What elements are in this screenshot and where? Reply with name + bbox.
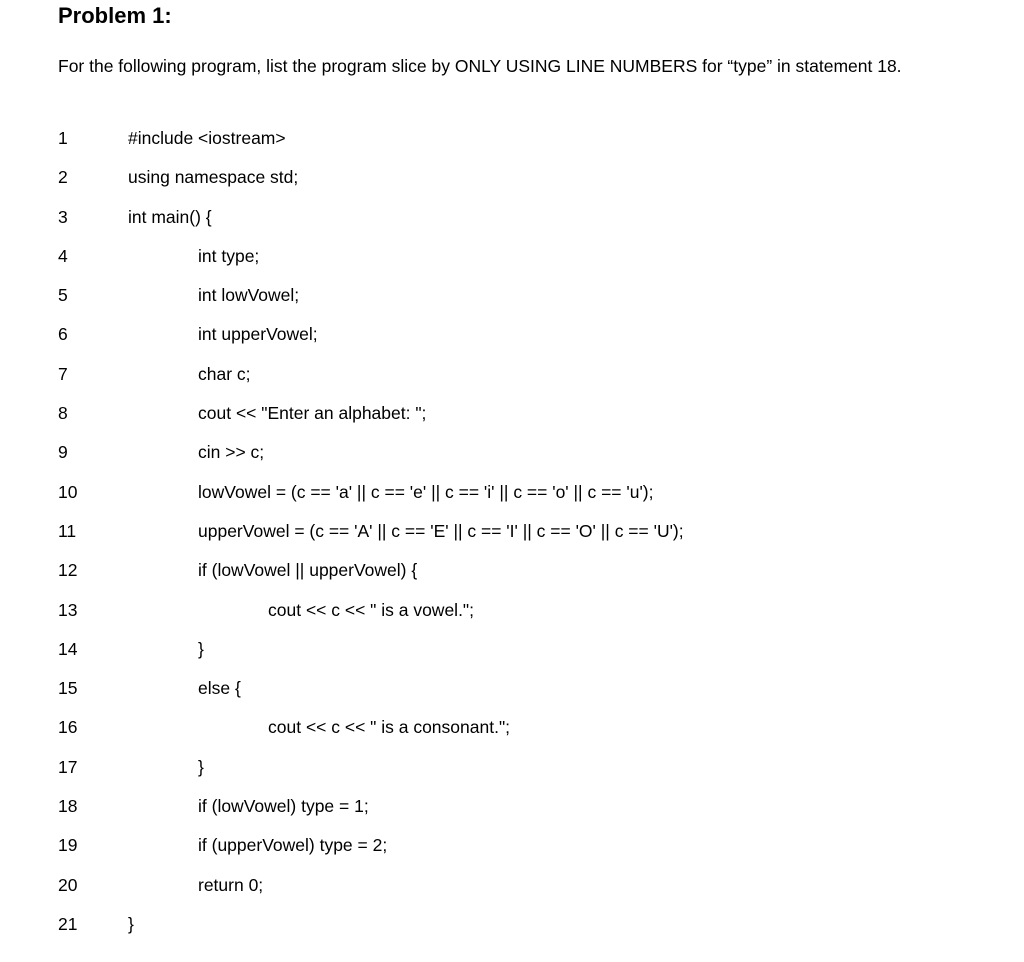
code-text: cout << c << " is a consonant.";: [268, 717, 511, 738]
problem-prompt: For the following program, list the program slice by ONLY USING LINE NUMBERS for “type” in statement 18.: [58, 56, 902, 76]
code-line: [0, 198, 1024, 237]
line-number: 3: [58, 206, 68, 227]
line-number: 15: [58, 678, 78, 699]
line-number: 16: [58, 717, 78, 738]
line-number: 1: [58, 128, 68, 148]
line-number: 7: [58, 363, 68, 384]
line-number: 18: [58, 796, 78, 817]
line-number: 5: [58, 285, 68, 306]
line-number: 8: [58, 403, 68, 424]
line-number: 2: [58, 167, 68, 188]
code-line: [0, 119, 1024, 158]
code-line: [0, 591, 1024, 630]
code-text: int upperVowel;: [198, 324, 318, 345]
code-text: if (lowVowel) type = 1;: [198, 796, 369, 817]
code-text: else {: [198, 678, 241, 699]
code-line: [0, 276, 1024, 315]
code-line: [0, 630, 1024, 669]
line-number: 11: [58, 520, 77, 541]
code-text: #include <iostream>: [128, 128, 286, 148]
line-number: 19: [58, 835, 78, 856]
code-text: int lowVowel;: [198, 285, 300, 306]
code-line: [0, 708, 1024, 747]
line-number: 9: [58, 442, 68, 463]
code-line: [0, 158, 1024, 197]
code-text: char c;: [198, 363, 251, 384]
code-text: }: [198, 638, 204, 659]
line-number: 6: [58, 324, 68, 345]
line-number: 13: [58, 599, 78, 620]
code-line: [0, 866, 1024, 905]
code-line: [0, 748, 1024, 787]
line-number: 20: [58, 874, 78, 895]
line-number: 12: [58, 560, 78, 581]
code-line: [0, 905, 1024, 944]
code-line: [0, 237, 1024, 276]
line-number: 14: [58, 638, 78, 659]
code-text: }: [128, 913, 134, 934]
line-number: 4: [58, 245, 68, 266]
code-line: [0, 473, 1024, 512]
code-line: [0, 394, 1024, 433]
code-line: [0, 826, 1024, 865]
code-text: return 0;: [198, 874, 264, 895]
code-line: [0, 551, 1024, 590]
line-number: 10: [58, 481, 78, 502]
code-text: }: [198, 756, 204, 777]
code-line: [0, 669, 1024, 708]
code-text: using namespace std;: [128, 167, 299, 188]
code-text: if (upperVowel) type = 2;: [198, 835, 388, 856]
problem-title: Problem 1:: [58, 3, 172, 28]
code-line: [0, 355, 1024, 394]
line-number: 21: [58, 913, 78, 934]
code-text: int type;: [198, 245, 260, 266]
code-listing: [0, 119, 1024, 944]
code-text: if (lowVowel || upperVowel) {: [198, 560, 418, 581]
code-line: [0, 315, 1024, 354]
code-line: [0, 787, 1024, 826]
code-text: cout << "Enter an alphabet: ";: [198, 403, 427, 424]
code-text: cout << c << " is a vowel.";: [268, 599, 475, 620]
code-text: cin >> c;: [198, 442, 265, 463]
code-line: [0, 433, 1024, 472]
code-line: [0, 512, 1024, 551]
code-text: lowVowel = (c == 'a' || c == 'e' || c == 'i' || c == 'o' || c == 'u');: [198, 481, 654, 502]
code-text: int main() {: [128, 206, 212, 227]
code-text: upperVowel = (c == 'A' || c == 'E' || c == 'I' || c == 'O' || c == 'U');: [198, 520, 684, 541]
line-number: 17: [58, 756, 78, 777]
